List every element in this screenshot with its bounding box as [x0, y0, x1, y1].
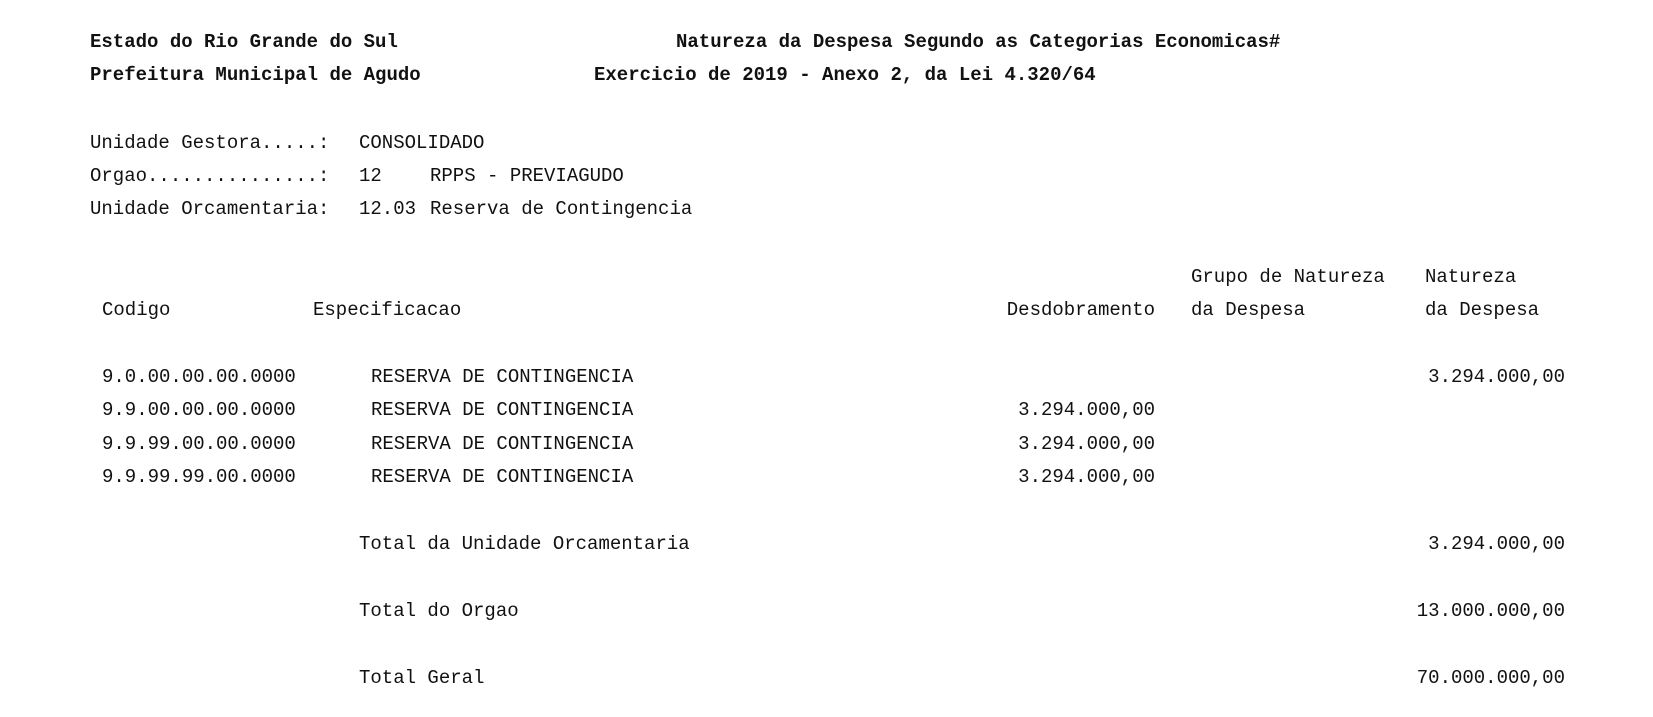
report-title: Natureza da Despesa Segundo as Categorias Economicas# [676, 31, 1281, 53]
unidade-orcamentaria-label: Unidade Orcamentaria: [90, 198, 330, 220]
row-codigo: 9.0.00.00.00.0000 [102, 366, 296, 388]
row-desdobramento: 3.294.000,00 [1018, 399, 1155, 421]
total-geral-label: Total Geral [359, 667, 485, 689]
total-geral-value: 70.000.000,00 [1416, 667, 1565, 689]
row-codigo: 9.9.99.99.00.0000 [102, 466, 296, 488]
row-desdobramento: 3.294.000,00 [1018, 433, 1155, 455]
unidade-orcamentaria-code: 12.03 [359, 198, 417, 220]
column-header-natureza-line2: da Despesa [1425, 299, 1540, 321]
orgao-label: Orgao...............: [90, 165, 330, 187]
row-desdobramento: 3.294.000,00 [1018, 466, 1155, 488]
total-unidade-orcamentaria-value: 3.294.000,00 [1428, 533, 1565, 555]
unidade-gestora-value: CONSOLIDADO [359, 132, 485, 154]
row-especificacao: RESERVA DE CONTINGENCIA [371, 466, 634, 488]
row-codigo: 9.9.00.00.00.0000 [102, 399, 296, 421]
orgao-name: RPPS - PREVIAGUDO [430, 165, 624, 187]
municipality-name: Prefeitura Municipal de Agudo [90, 64, 421, 86]
total-orgao-value: 13.000.000,00 [1416, 600, 1565, 622]
row-natureza: 3.294.000,00 [1428, 366, 1565, 388]
row-especificacao: RESERVA DE CONTINGENCIA [371, 433, 634, 455]
column-header-grupo-line2: da Despesa [1191, 299, 1306, 321]
column-header-natureza-line1: Natureza [1425, 266, 1517, 288]
column-header-desdobramento: Desdobramento [1006, 299, 1155, 321]
total-unidade-orcamentaria-label: Total da Unidade Orcamentaria [359, 533, 690, 555]
unidade-gestora-label: Unidade Gestora.....: [90, 132, 330, 154]
row-especificacao: RESERVA DE CONTINGENCIA [371, 399, 634, 421]
row-especificacao: RESERVA DE CONTINGENCIA [371, 366, 634, 388]
total-orgao-label: Total do Orgao [359, 600, 519, 622]
column-header-grupo-line1: Grupo de Natureza [1191, 266, 1385, 288]
orgao-code: 12 [359, 165, 382, 187]
report-subtitle: Exercicio de 2019 - Anexo 2, da Lei 4.320/64 [594, 64, 1096, 86]
column-header-especificacao: Especificacao [313, 299, 462, 321]
row-codigo: 9.9.99.00.00.0000 [102, 433, 296, 455]
state-name: Estado do Rio Grande do Sul [90, 31, 398, 53]
unidade-orcamentaria-name: Reserva de Contingencia [430, 198, 693, 220]
column-header-codigo: Codigo [102, 299, 171, 321]
